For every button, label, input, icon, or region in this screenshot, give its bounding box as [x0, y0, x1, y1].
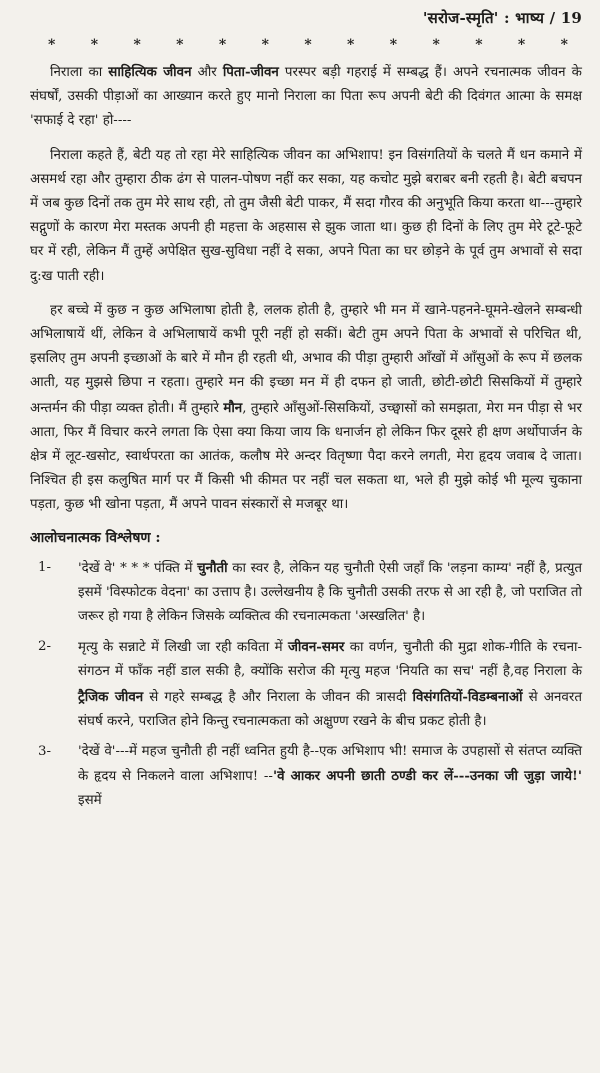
item-number: 3- [38, 744, 52, 760]
star: * [176, 37, 184, 53]
text-run: से गहरे सम्बद्ध है और निराला के जीवन की त्रासदी [143, 689, 413, 705]
item-text [78, 556, 582, 630]
bold-phrase: 'वे आकर अपनी छाती ठण्डी कर लें---उनका जी जुड़ा जाये!' [272, 768, 582, 785]
text-run: निराला का [50, 65, 109, 80]
item-number: 2- [38, 639, 52, 655]
item-text [78, 635, 582, 734]
text-run: मृत्यु के सन्नाटे में लिखी जा रही कविता में [78, 640, 288, 656]
bold-phrase: चुनौती [197, 559, 228, 576]
paragraph-3 [30, 299, 582, 518]
text-run: का वर्णन, चुनौती की मुद्रा शोक-गीति के रचना-संगठन में फाँक नहीं डाल सकी है, क्योंकि सरोज की मृत्यु महज 'नियति का सच' नहीं है,वह निराला के [78, 640, 582, 680]
text-run: हर बच्चे में कुछ न कुछ अभिलाषा होती है, ललक होती है, तुम्हारे भी मन में खाने-पहनने-घूमने-खेलने सम्बन्धी अभिलाषायें थीं, लेकिन वे अभिलाषायें कभी पूरी नहीं हो सकीं। बेटी तुम अपने पिता के अभावों से परिचित थी, इसलिए तुम अपनी इच्छाओं के बारे में मौन ही रहती थी, अभाव की पीड़ा तुम्हारी आँखों में आँसुओं के रूप में छलक आती, यह मुझसे छिपा न रहता। तुम्हारे मन की इच्छा मन में ही दफन हो जाती, छोटी-छोटी सिसकियों में तुम्हारे अन्तर्मन की पीड़ा व्यक्त होती। मैं तुम्हारे [30, 302, 582, 416]
star: * [133, 37, 141, 53]
star: * [560, 37, 568, 53]
item-number: 1- [38, 559, 52, 575]
text-run: 'देखें वे'---में महज चुनौती ही नहीं ध्वनित हुयी है--एक अभिशाप भी! समाज के उपहासों से संतप्त व्यक्ति के हृदय से निकलने वाला अभिशाप! -- [78, 744, 582, 785]
text-run: 'देखें वे' * * * पंक्ति में [78, 560, 198, 576]
star: * [432, 37, 440, 53]
star: * [347, 37, 355, 53]
analysis-item-1 [30, 556, 582, 630]
star: * [517, 37, 526, 53]
bold-phrase: मौन [223, 399, 243, 416]
star: * [218, 37, 227, 53]
text-run: परस्पर बड़ी गहराई में सम्बद्ध हैं। अपने रचनात्मक जीवन के संघर्षों, उसकी पीड़ाओं का आख्यान करते हुए मानो निराला का पिता रूप अपनी बेटी की दिवंगत आत्मा के समक्ष 'सफाई दे रहा' हो---- [30, 65, 582, 129]
analysis-item-2 [30, 635, 582, 734]
bold-phrase: साहित्यिक जीवन [108, 64, 192, 80]
star: * [261, 37, 269, 53]
text-run: का स्वर है, लेकिन यह चुनौती ऐसी जहाँ कि 'लड़ना काम्य' नहीं है, प्रत्युत इसमें 'विस्फोटक वेदना' का उत्ताप है। उल्लेखनीय है कि चुनौती उसकी तरफ से आ रही है, जो पराजित तो जरूर हो गया है लेकिन जिसके व्यक्तित्व की रचनात्मकता 'अस्खलित' है। [78, 560, 582, 625]
bold-phrase: विसंगतियों-विडम्बनाओं [412, 688, 523, 705]
paragraph-1 [30, 60, 582, 134]
text-run: और [191, 65, 223, 80]
bold-phrase: पिता-जीवन [222, 64, 279, 80]
star: * [48, 37, 56, 53]
star: * [304, 37, 312, 53]
analysis-item-3 [30, 740, 582, 814]
bold-phrase: जीवन-समर [288, 639, 345, 656]
bold-phrase: ट्रैजिक जीवन [78, 688, 144, 705]
section-heading: आलोचनात्मक विश्लेषण : [30, 529, 161, 546]
text-run: इसमें [78, 793, 102, 809]
text-run: , तुम्हारे आँसुओं-सिसकियों, उच्छ्वासों को समझता, मेरा मन पीड़ा से भर आता, फिर मैं विचार करने लगता कि ऐसा क्या किया जाय कि धनार्जन हो लेकिन फिर दूसरे ही क्षण अर्थोपार्जन के क्षेत्र में लूट-खसोट, स्वार्थपरता का आतंक, कलौष मेरे अन्दर वितृष्णा पैदा करने लगती, मेरा हृदय जवाब दे जाता। निश्चित ही इस कलुषित मार्ग पर मैं किसी भी कीमत पर नहीं चल सकता था, भले ही मुझे कोई भी मूल्य चुकाना पड़ता, कुछ भी खोना पड़ता, मैं अपने पावन संस्कारों से मजबूर था। [30, 400, 582, 513]
star: * [90, 37, 99, 53]
star: * [389, 37, 398, 53]
running-header: 'सरोज-स्मृति' : भाष्य / 19 [422, 9, 582, 27]
paragraph-2: निराला कहते हैं, बेटी यह तो रहा मेरे साहित्यिक जीवन का अभिशाप! इन विसंगतियों के चलते मैं धन कमाने में असमर्थ रहा और तुम्हारा ठीक ढंग से पालन-पोषण नहीं कर सका, यह कचोट मुझे बराबर बनी रहती है। बेटी बचपन में जब कुछ दिनों तक तुम मेरे साथ रही, तो तुम जैसी बेटी पाकर, मैं सदा गौरव की अनुभूति किया करता था---तुम्हारे सद्गुणों के कारण मेरा मस्तक अपनी ही महत्ता के अहसास से झुक जाता था। कुछ ही दिनों के लिए तुम मेरे टूटे-फूटे घर में रही, लेकिन मैं तुम्हें अपेक्षित सुख-सुविधा नहीं दे सका, अपने पिता का घर छोड़ने के पूर्व तुम अभावों से सदा दु:ख पाती रही। [30, 147, 582, 284]
star: * [475, 37, 483, 53]
star-separator [30, 30, 582, 58]
text-run: से अनवरत संघर्ष करने, पराजित होने किन्तु रचनात्मकता को अक्षुण्ण रखने के बीच प्रकट होती है। [78, 689, 582, 729]
item-text [78, 740, 582, 814]
